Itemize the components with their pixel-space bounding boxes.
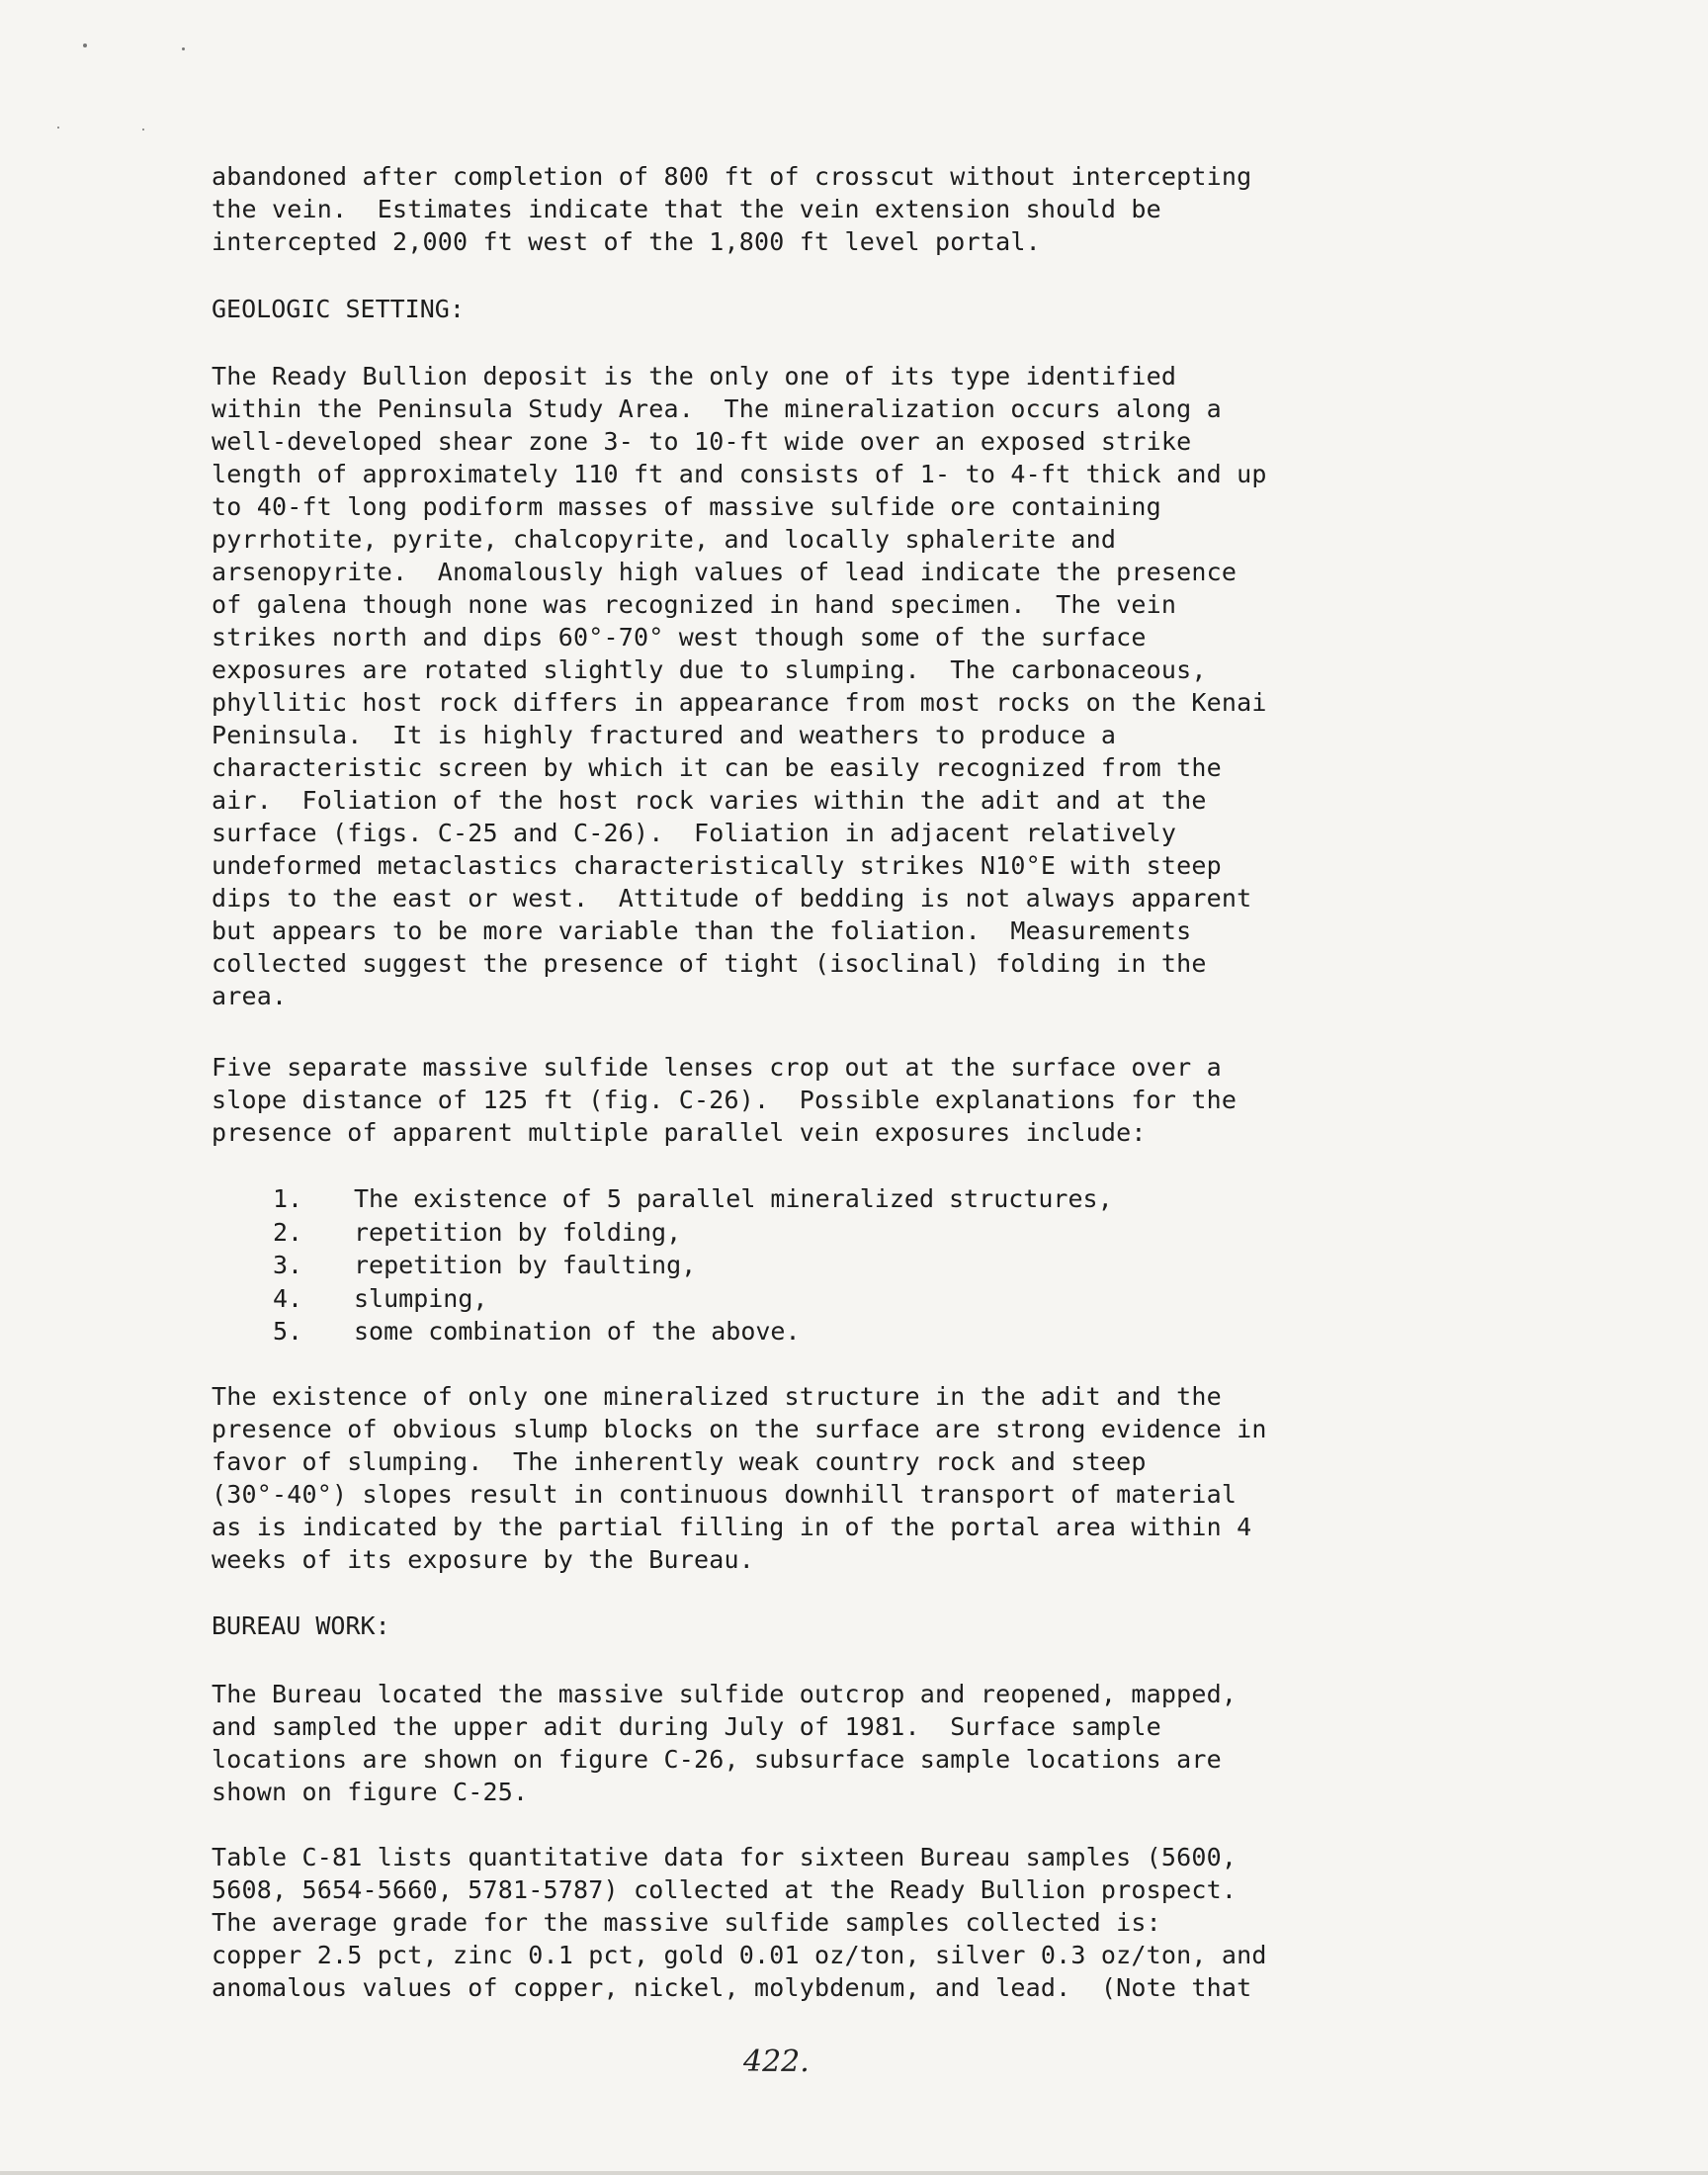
scan-speck [83, 44, 87, 47]
list-item-number: 2. [273, 1217, 303, 1247]
paragraph-slumping-evidence: The existence of only one mineralized structure in the adit and the presence of obvious slump blocks on the surface are strong evidence in favor of slumping. The inherently weak country rock and steep (30°-40°) slopes result in continuous downhill transport of material as is indicated by the partial filling in of the portal area within 4 weeks of its exposure by the Bureau. [212, 1382, 1267, 1574]
list-item-text: slumping, [354, 1283, 488, 1313]
paragraph-deposit-description: The Ready Bullion deposit is the only one of its type identified within the Peninsula Study Area. The mineralization occurs along a well-developed shear zone 3- to 10-ft wide over an exposed strike length of approximately 110 ft and consists of 1- to 4-ft thick and up to 40-ft long podiform masses of massive sulfide ore containing pyrrhotite, pyrite, chalcopyrite, and locally sphalerite and arsenopyrite. Anomalously high values of lead indicate the presence of galena though none was recognized in hand specimen. The vein strikes north and dips 60°-70° west though some of the surface exposures are rotated slightly due to slumping. The carbonaceous, phyllitic host rock differs in appearance from most rocks on the Kenai Peninsula. It is highly fractured and weathers to produce a characteristic screen by which it can be easily recognized from the air. Foliation of the host rock varies within the adit and at the surface (figs. C-25 and C-26). Foliation in adjacent relatively undeformed metaclastics characteristically strikes N10°E with steep dips to the east or west. Attitude of bedding is not always apparent but appears to be more variable than the foliation. Measurements collected suggest the presence of tight (isoclinal) folding in the area. [212, 362, 1267, 1010]
paragraph-bureau-work: The Bureau located the massive sulfide outcrop and reopened, mapped, and sampled the upper adit during July of 1981. Surface sample locations are shown on figure C-26, subsurface sample locations are shown on figure C-25. [212, 1680, 1238, 1806]
list-item-text: repetition by faulting, [354, 1251, 697, 1279]
list-item [273, 1216, 1113, 1250]
list-item-number: 5. [273, 1317, 303, 1346]
list-item [273, 1282, 1113, 1316]
scan-speck [57, 127, 59, 129]
list-item [273, 1315, 1113, 1348]
scan-speck [182, 47, 185, 50]
page-number: 422. [743, 2044, 810, 2079]
list-item-text: repetition by folding, [354, 1217, 682, 1247]
list-item-number: 4. [273, 1283, 303, 1313]
list-item-number: 3. [273, 1251, 303, 1279]
list-item [273, 1249, 1113, 1282]
paragraph-vein-extension: abandoned after completion of 800 ft of crosscut without intercepting the vein. Estimates indicate that the vein extension should be intercepted 2,000 ft west of the 1,800 ft level portal. [212, 162, 1252, 256]
list-item-number: 1. [273, 1184, 303, 1213]
heading-bureau-work: BUREAU WORK: [212, 1611, 390, 1640]
explanations-list [273, 1182, 1113, 1348]
paragraph-sulfide-lenses: Five separate massive sulfide lenses crop out at the surface over a slope distance of 125 ft (fig. C-26). Possible explanations for the presence of apparent multiple parallel vein exposures include: [212, 1053, 1238, 1147]
heading-geologic-setting: GEOLOGIC SETTING: [212, 295, 465, 323]
list-item [273, 1182, 1113, 1216]
scan-edge [0, 2171, 1708, 2175]
scan-speck [142, 129, 144, 130]
list-item-text: some combination of the above. [354, 1317, 801, 1346]
list-item-text: The existence of 5 parallel mineralized structures, [354, 1184, 1113, 1213]
paragraph-sample-data: Table C-81 lists quantitative data for sixteen Bureau samples (5600, 5608, 5654-5660, 5781-5787) collected at the Ready Bullion prospect. The average grade for the massive sulfide samples collected is: copper 2.5 pct, zinc 0.1 pct, gold 0.01 oz/ton, silver 0.3 oz/ton, and anomalous values of copper, nickel, molybdenum, and lead. (Note that [212, 1843, 1267, 2002]
